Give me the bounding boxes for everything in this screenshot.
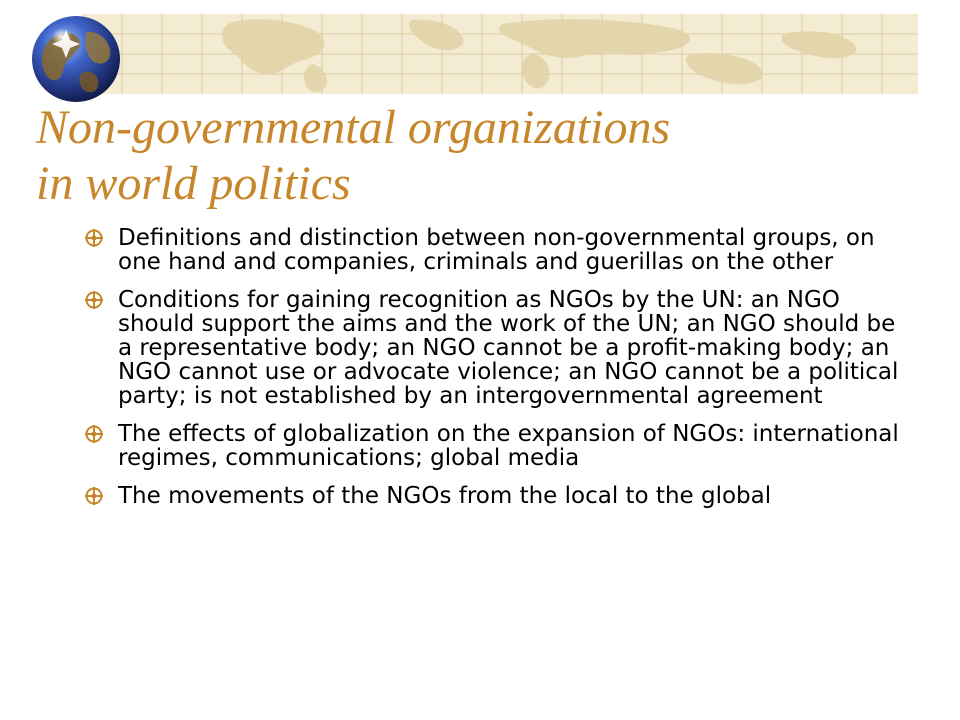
bullet-item (84, 288, 904, 408)
bullet-list (84, 226, 904, 522)
bullet-item (84, 484, 904, 508)
slide-title (36, 100, 916, 212)
compass-bullet-icon (84, 290, 104, 310)
bullet-item (84, 226, 904, 274)
compass-bullet-icon (84, 424, 104, 444)
bullet-text: The effects of globalization on the expansion of NGOs: international regimes, communications; global media (118, 421, 899, 471)
bullet-text: Definitions and distinction between non-governmental groups, on one hand and companies, criminals and guerillas on the other (118, 225, 875, 275)
map-banner (82, 14, 918, 94)
bullet-text: Conditions for gaining recognition as NGOs by the UN: an NGO should support the aims and the work of the UN; an NGO should be a representative body; an NGO cannot be a profit-making body; an NGO cannot use or advocate violence; an NGO cannot be a political party; is not established by an intergovernmental agreement (118, 287, 899, 409)
compass-bullet-icon (84, 228, 104, 248)
bullet-text: The movements of the NGOs from the local to the global (118, 483, 772, 509)
title-line-2: in world politics (36, 157, 351, 210)
compass-bullet-icon (84, 486, 104, 506)
bullet-item (84, 422, 904, 470)
title-line-1: Non-governmental organizations (36, 101, 671, 154)
world-map-graphic (82, 14, 918, 94)
globe-icon (28, 10, 128, 106)
